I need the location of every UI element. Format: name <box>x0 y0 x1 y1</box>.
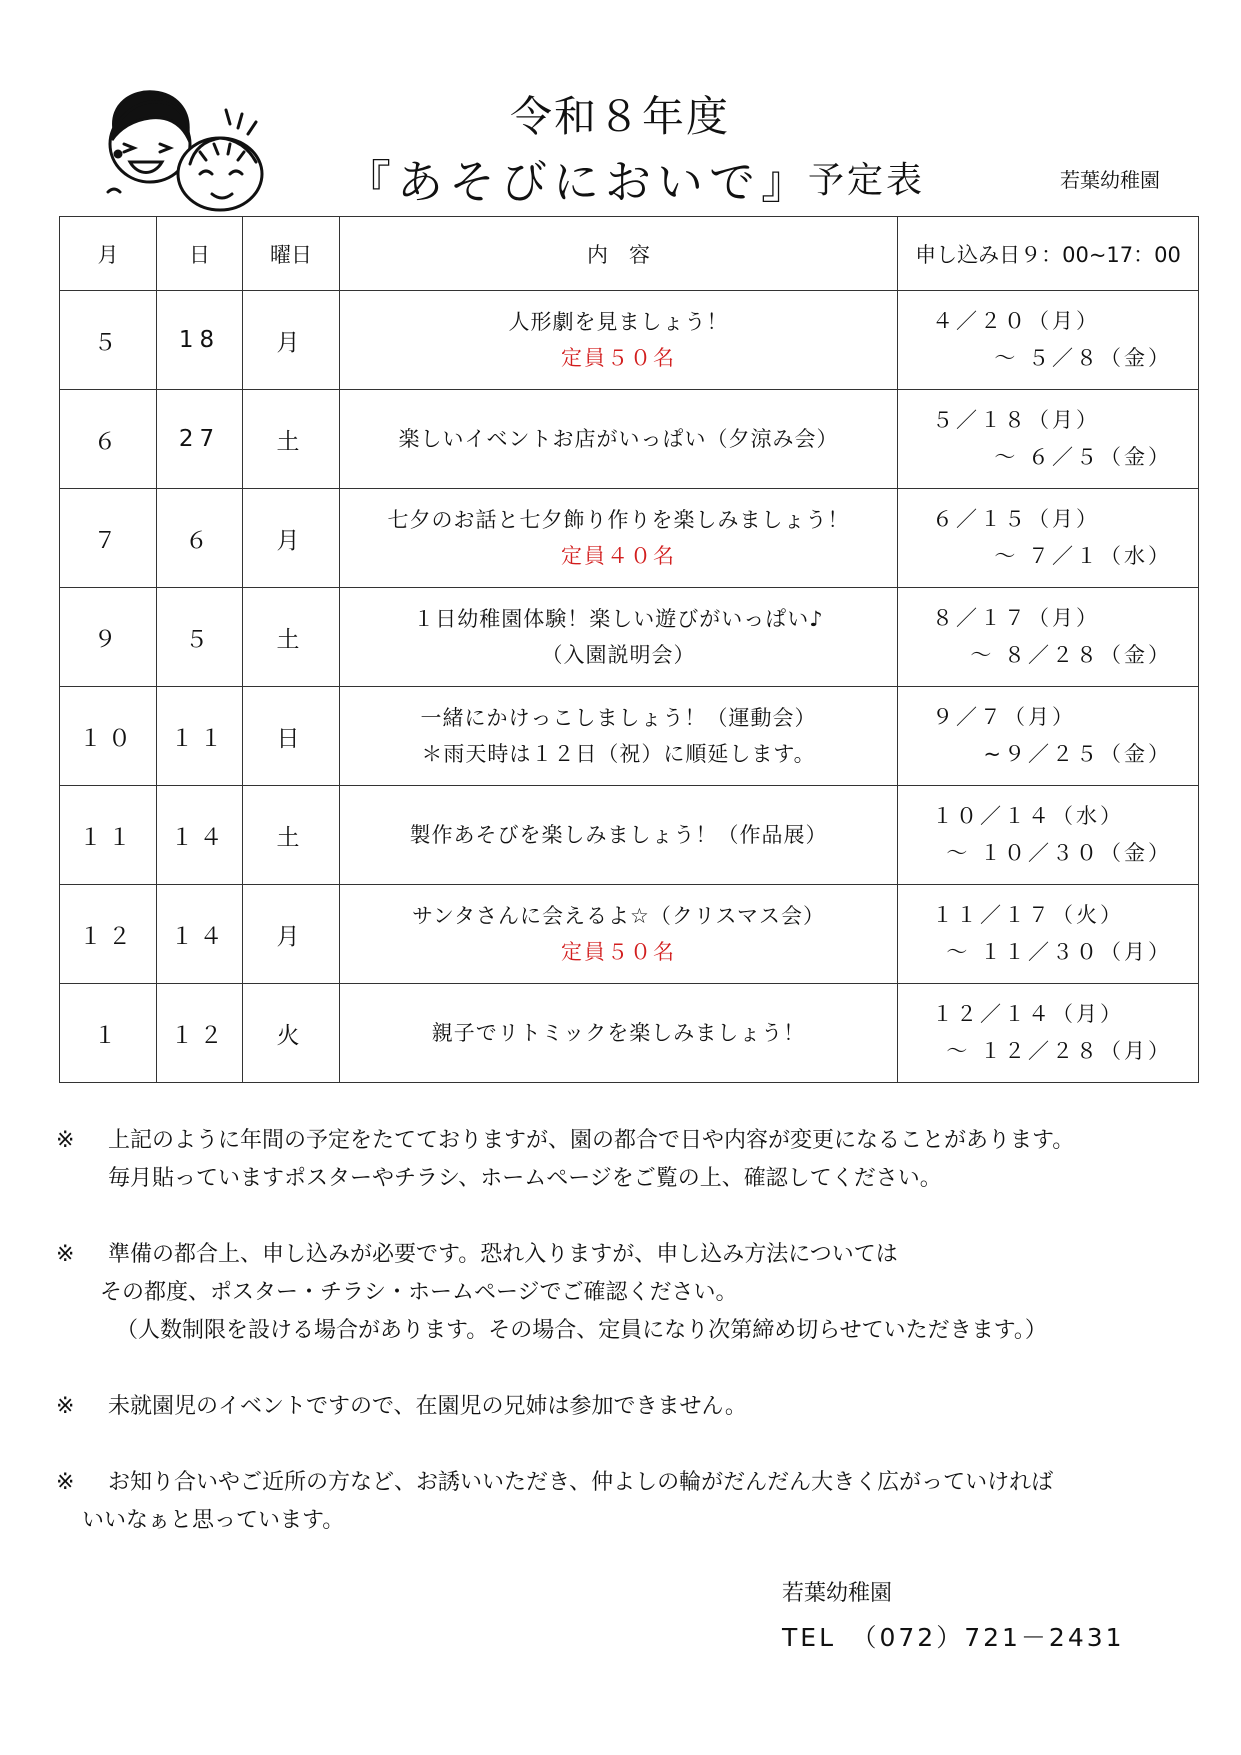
capacity-note: 定員５０名 <box>561 940 676 964</box>
note-line: その都度、ポスター・チラシ・ホームページでご確認ください。 <box>100 1280 738 1305</box>
cell-content <box>340 885 898 984</box>
table-row <box>60 984 1199 1083</box>
cell-content <box>340 390 898 489</box>
note-mark: ※ <box>56 1394 75 1419</box>
cell-application-period <box>898 588 1199 687</box>
header-weekday: 曜日 <box>243 217 340 291</box>
cell-weekday: 土 <box>243 588 340 687</box>
notes-section <box>56 1122 1206 1578</box>
cell-weekday: 月 <box>243 885 340 984</box>
note-item <box>56 1236 1206 1350</box>
event-description: １日幼稚園体験！楽しい遊びがいっぱい♪ <box>413 607 824 631</box>
event-description: 一緒にかけっこしましょう！（運動会） <box>420 706 817 730</box>
event-description-line2: （入園説明会） <box>541 643 696 667</box>
period-from: １０／１４（水） <box>932 804 1124 828</box>
cell-day: 27 <box>157 390 243 489</box>
header-content: 内 容 <box>340 217 898 291</box>
cell-content <box>340 291 898 390</box>
period-from: ５／１８（月） <box>932 408 1100 432</box>
page-title-year: 令和８年度 <box>509 92 730 141</box>
table-header-row <box>60 217 1199 291</box>
cell-content <box>340 984 898 1083</box>
capacity-note: 定員４０名 <box>561 544 676 568</box>
cell-application-period <box>898 786 1199 885</box>
period-from: １２／１４（月） <box>932 1002 1124 1026</box>
cell-month: ５ <box>60 291 157 390</box>
period-from: ９／７（月） <box>932 705 1076 729</box>
event-description: サンタさんに会えるよ☆（クリスマス会） <box>411 904 826 928</box>
event-description: 楽しいイベントお店がいっぱい（夕涼み会） <box>398 427 839 451</box>
header-day: 日 <box>157 217 243 291</box>
cell-application-period <box>898 984 1199 1083</box>
table-row <box>60 588 1199 687</box>
cell-weekday: 月 <box>243 291 340 390</box>
note-item <box>56 1464 1206 1540</box>
cell-content <box>340 489 898 588</box>
cell-month: １２ <box>60 885 157 984</box>
cell-weekday: 土 <box>243 390 340 489</box>
period-to: ～ １０／３０（金） <box>946 841 1172 865</box>
period-to: ～ ６／５（金） <box>994 445 1172 469</box>
cell-application-period <box>898 489 1199 588</box>
table-row <box>60 687 1199 786</box>
period-to: ～ ７／１（水） <box>994 544 1172 568</box>
header-application: 申し込み日９：00~17：00 <box>898 217 1199 291</box>
period-to: ～ ５／８（金） <box>994 346 1172 370</box>
cell-application-period <box>898 291 1199 390</box>
table-row <box>60 786 1199 885</box>
note-line: 上記のように年間の予定をたてておりますが、園の都合で日や内容が変更になることがあります。 <box>108 1128 1075 1153</box>
capacity-note: 定員５０名 <box>561 346 676 370</box>
event-description: 親子でリトミックを楽しみましょう！ <box>431 1021 806 1045</box>
cell-application-period <box>898 687 1199 786</box>
cell-day: １４ <box>157 885 243 984</box>
note-line: いいなぁと思っています。 <box>82 1508 345 1533</box>
cell-month: １０ <box>60 687 157 786</box>
note-mark: ※ <box>56 1242 75 1267</box>
cell-content <box>340 687 898 786</box>
cell-day: １１ <box>157 687 243 786</box>
note-mark: ※ <box>56 1128 75 1153</box>
table-row <box>60 885 1199 984</box>
cell-day: １４ <box>157 786 243 885</box>
event-description: 人形劇を見ましょう！ <box>508 310 729 334</box>
note-item <box>56 1388 1206 1426</box>
page-title-schedule: 予定表 <box>808 160 926 201</box>
note-line: 準備の都合上、申し込みが必要です。恐れ入りますが、申し込み方法については <box>108 1242 898 1267</box>
event-description-line2: ＊雨天時は１２日（祝）に順延します。 <box>421 742 816 766</box>
cell-month: ６ <box>60 390 157 489</box>
period-from: １１／１７（火） <box>932 903 1124 927</box>
schedule-table <box>59 216 1199 1083</box>
cell-application-period <box>898 885 1199 984</box>
period-from: ８／１７（月） <box>932 606 1100 630</box>
children-mascot-illustration <box>96 82 276 214</box>
cell-month: １１ <box>60 786 157 885</box>
note-mark: ※ <box>56 1470 75 1495</box>
cell-month: １ <box>60 984 157 1083</box>
cell-day: 18 <box>157 291 243 390</box>
cell-day: ６ <box>157 489 243 588</box>
header-month: 月 <box>60 217 157 291</box>
cell-weekday: 月 <box>243 489 340 588</box>
period-to: ～ １１／３０（月） <box>946 940 1172 964</box>
table-row <box>60 390 1199 489</box>
cell-content <box>340 786 898 885</box>
page-title-event: 『あそびにおいで』 <box>345 155 813 209</box>
period-to: ～ ８／２８（金） <box>970 643 1172 667</box>
table-row <box>60 489 1199 588</box>
period-from: ６／１５（月） <box>932 507 1100 531</box>
cell-content <box>340 588 898 687</box>
note-item <box>56 1122 1206 1198</box>
cell-month: ７ <box>60 489 157 588</box>
period-to: ~９／２５（金） <box>983 742 1172 766</box>
event-description: 製作あそびを楽しみましょう！（作品展） <box>409 823 828 847</box>
cell-weekday: 火 <box>243 984 340 1083</box>
cell-weekday: 日 <box>243 687 340 786</box>
footer-school-name: 若葉幼稚園 <box>782 1581 893 1606</box>
cell-application-period <box>898 390 1199 489</box>
period-to: ～ １２／２８（月） <box>946 1039 1172 1063</box>
cell-weekday: 土 <box>243 786 340 885</box>
note-line: お知り合いやご近所の方など、お誘いいただき、仲よしの輪がだんだん大きく広がっていければ <box>108 1470 1054 1495</box>
cell-day: ５ <box>157 588 243 687</box>
cell-month: ９ <box>60 588 157 687</box>
school-name-header: 若葉幼稚園 <box>1060 168 1160 192</box>
cell-day: １２ <box>157 984 243 1083</box>
note-line: 未就園児のイベントですので、在園児の兄姉は参加できません。 <box>108 1394 747 1419</box>
table-row <box>60 291 1199 390</box>
period-from: ４／２０（月） <box>932 309 1100 333</box>
note-line: 毎月貼っていますポスターやチラシ、ホームページをご覧の上、確認してください。 <box>108 1166 942 1191</box>
note-line: （人数制限を設ける場合があります。その場合、定員になり次第締め切らせていただきます。） <box>116 1318 1047 1343</box>
footer-phone: TEL （072）721－2431 <box>782 1623 1125 1652</box>
event-description: 七夕のお話と七夕飾り作りを楽しみましょう！ <box>387 508 850 532</box>
